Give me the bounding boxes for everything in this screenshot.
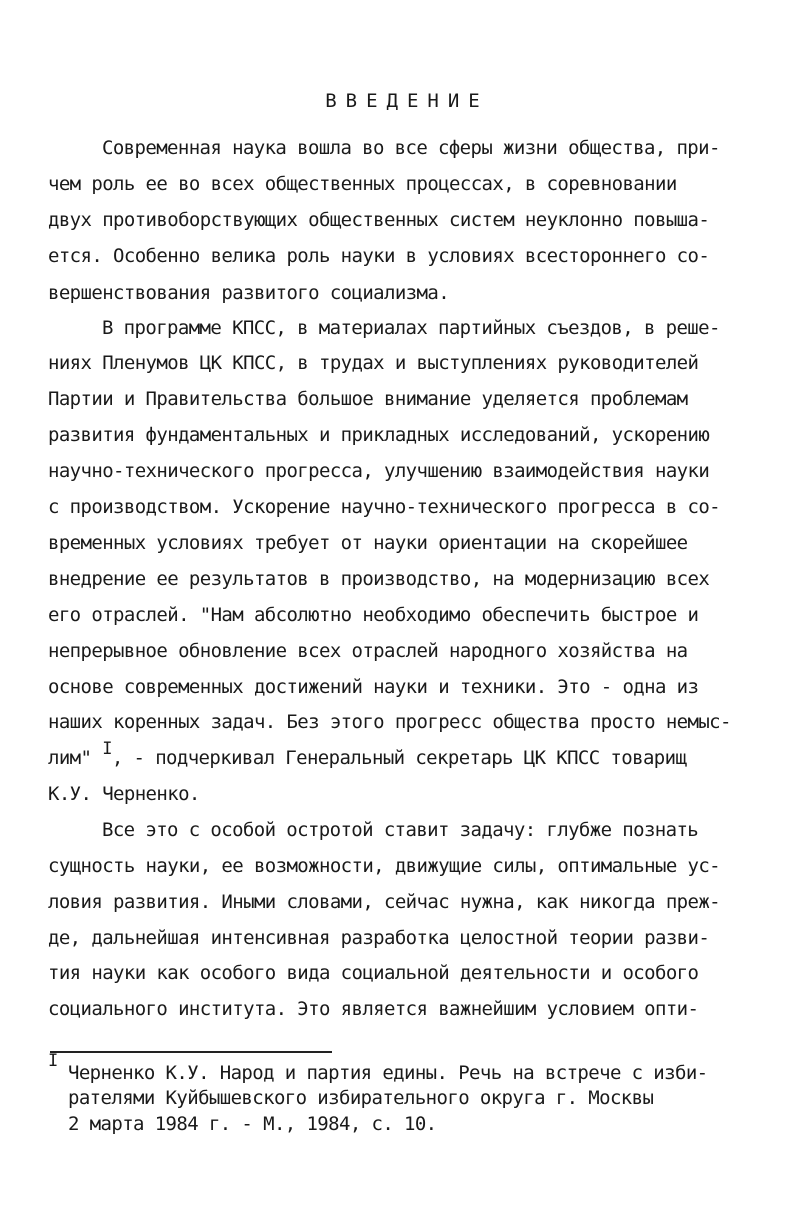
page-title: ВВЕДЕНИЕ (325, 90, 489, 112)
body-line: Все это с особой остротой ставит задачу: глубже познать (102, 819, 699, 841)
body-line: научно-технического прогресса, улучшению взаимодействия науки (48, 460, 710, 482)
footnote-line: рателями Куйбышевского избирательного округа г. Москвы (68, 1087, 654, 1109)
body-line: непрерывное обновление всех отраслей народного хозяйства на (48, 640, 688, 662)
body-line: развития фундаментальных и прикладных исследований, ускорению (48, 424, 710, 446)
body-line: Современная наука вошла во все сферы жизни общества, при- (102, 137, 720, 159)
body-line: социального института. Это является важнейшим условием опти- (48, 998, 699, 1020)
body-line: В программе КПСС, в материалах партийных съездов, в реше- (102, 317, 720, 339)
body-line: ется. Особенно велика роль науки в условиях всестороннего со- (48, 245, 710, 267)
footnote-line: 2 марта 1984 г. - М., 1984, с. 10. (68, 1113, 437, 1135)
body-line: ниях Пленумов ЦК КПСС, в трудах и выступлениях руководителей (48, 352, 699, 374)
footnote-mark: I (48, 1051, 59, 1071)
body-line: вершенствования развитого социализма. (48, 282, 450, 304)
body-line: Партии и Правительства большое внимание уделяется проблемам (48, 388, 688, 410)
body-line: двух противоборствующих общественных систем неуклонно повыша- (48, 209, 710, 231)
body-text: лим" (48, 747, 92, 769)
footnote-line: Черненко К.У. Народ и партия едины. Речь на встрече с изби- (68, 1062, 708, 1084)
body-line: его отраслей. "Нам абсолютно необходимо обеспечить быстрое и (48, 604, 699, 626)
body-text: , - подчеркивал Генеральный секретарь ЦК КПСС товарищ (111, 747, 687, 769)
footnote-reference: I (102, 739, 112, 759)
body-line: чем роль ее во всех общественных процессах, в соревновании (48, 173, 677, 195)
body-line: ловия развития. Иными словами, сейчас нужна, как никогда преж- (48, 891, 721, 913)
body-line: внедрение ее результатов в производство, на модернизацию всех (48, 568, 710, 590)
body-line: с производством. Ускорение научно-технического прогресса в со- (48, 496, 721, 518)
body-line: сущность науки, ее возможности, движущие силы, оптимальные ус- (48, 855, 721, 877)
body-line: тия науки как особого вида социальной деятельности и особого (48, 962, 699, 984)
body-line: основе современных достижений науки и техники. Это - одна из (48, 676, 699, 698)
footnote-divider (50, 1051, 332, 1053)
body-line: наших коренных задач. Без этого прогресс общества просто немыс- (48, 711, 731, 733)
body-line: временных условиях требует от науки ориентации на скорейшее (48, 532, 688, 554)
body-line: де, дальнейшая интенсивная разработка целостной теории разви- (48, 927, 710, 949)
body-line: К.У. Черненко. (48, 783, 200, 805)
body-line-with-footnote-ref (48, 739, 687, 773)
